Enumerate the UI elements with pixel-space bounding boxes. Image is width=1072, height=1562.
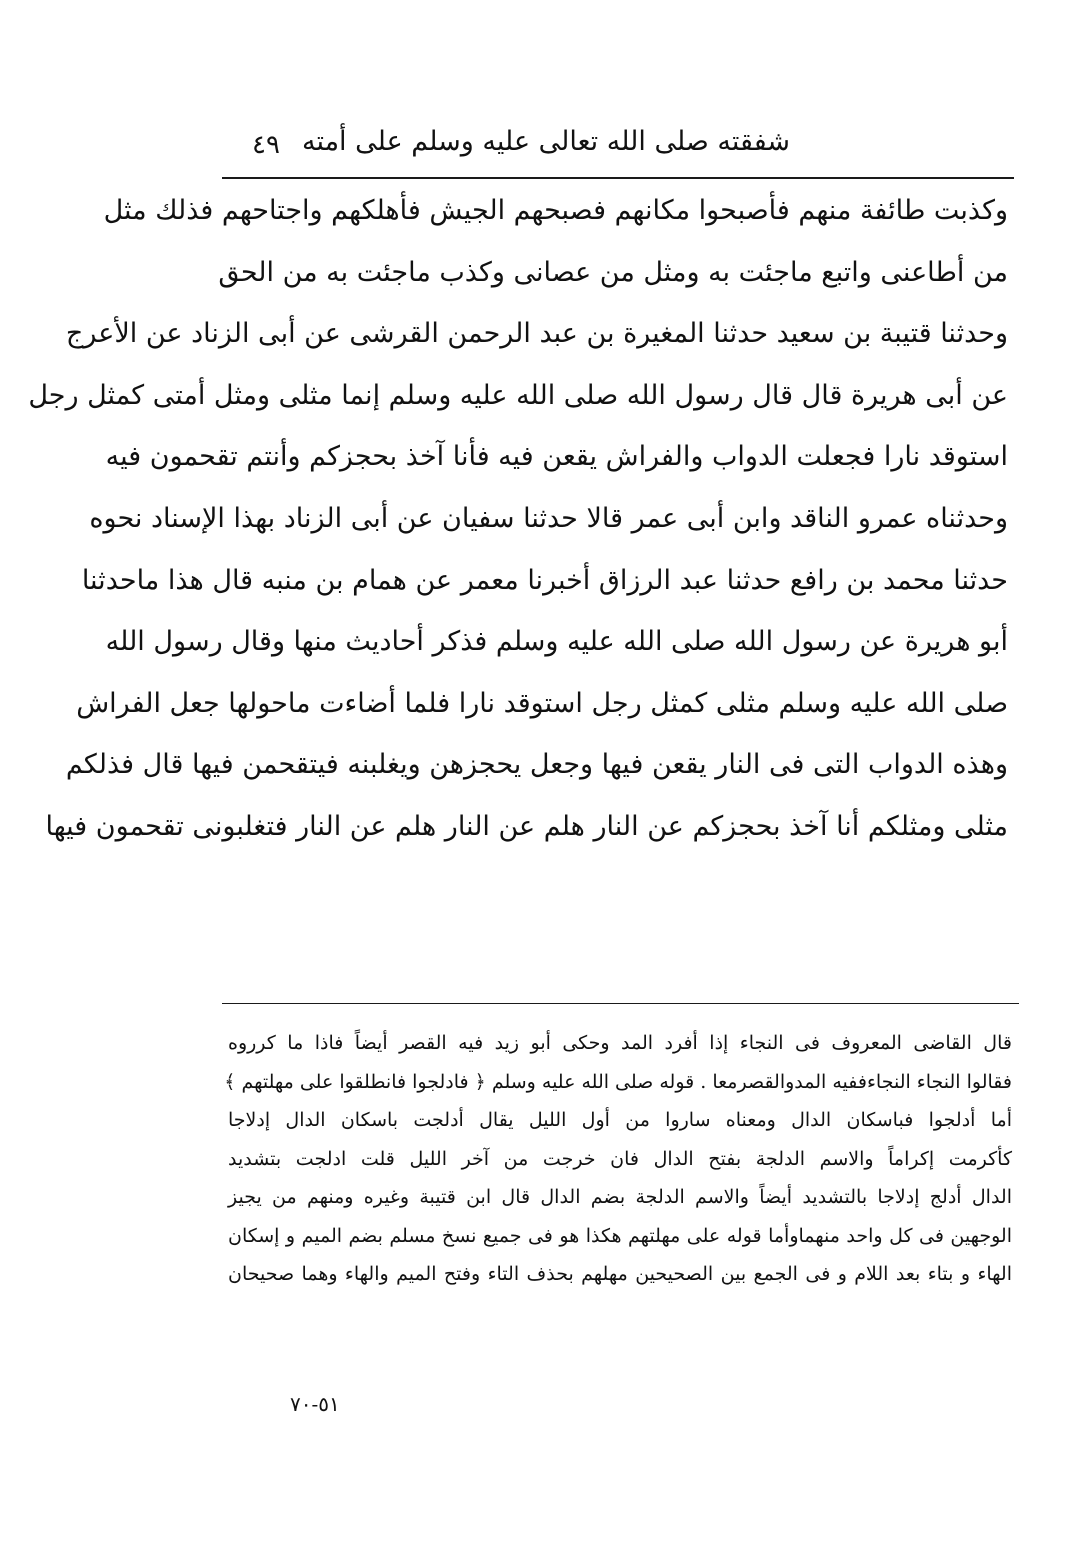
text-line: وحدثنا قتيبة بن سعيد حدثنا المغيرة بن عبد الرحمن القرشى عن أبى الزناد عن الأعرج	[65, 318, 1008, 350]
header-rule	[222, 177, 1014, 179]
page-header	[230, 126, 790, 172]
text-line: استوقد نارا فجعلت الدواب والفراش يقعن فيه فأنا آخذ بحجزكم وأنتم تقحمون فيه	[105, 441, 1008, 473]
note-line: الهاء و بتاء بعد اللام و فى الجمع بين الصحيحين مهلهم بحذف التاء وفتح الميم والهاء وهما صحيحان	[228, 1263, 1012, 1285]
notes-divider	[222, 1003, 1019, 1004]
text-line: وكذبت طائفة منهم فأصبحوا مكانهم فصبحهم الجيش فأهلكهم واجتاحهم فذلك مثل	[103, 195, 1008, 226]
note-line: الوجهين فى كل واحد منهماوأما قوله على مهلتهم هكذا هو فى جميع نسخ مسلم بضم الميم و إسكان	[228, 1224, 1012, 1247]
text-line: عن أبى هريرة قال قال رسول الله صلى الله عليه وسلم إنما مثلى ومثل أمتى كمثل رجل	[28, 379, 1008, 411]
note-line: أما أدلجوا فباسكان الدال ومعناه ساروا من أول الليل يقال أدلجت باسكان الدال إدلاجا	[228, 1109, 1012, 1131]
text-line: مثلى ومثلكم أنا آخذ بحجزكم عن النار هلم عن النار هلم عن النار فتغلبونى تقحمون فيها	[45, 810, 1008, 842]
text-line: وهذه الدواب التى فى النار يقعن فيها وجعل يحجزهن ويغلبنه فيتقحمن فيها قال فذلكم	[65, 749, 1008, 781]
text-line: حدثنا محمد بن رافع حدثنا عبد الرزاق أخبرنا معمر عن همام بن منبه قال هذا ماحدثنا	[81, 564, 1008, 596]
note-line: كأكرمت إكراماً والاسم الدلجة بفتح الدال فان خرجت من آخر الليل قلت ادلجت بتشديد	[228, 1147, 1012, 1170]
note-line: فقالوا النجاء النجاءففيه المدوالقصرمعا . قوله صلى الله عليه وسلم ﴿ فادلجوا فانطلقوا على مهلتهم ﴾	[224, 1070, 1012, 1093]
text-line: وحدثناه عمرو الناقد وابن أبى عمر قالا حدثنا سفيان عن أبى الزناد بهذا الإسناد نحوه	[89, 502, 1008, 534]
hadith-text	[28, 180, 1008, 858]
note-line: قال القاضى المعروف فى النجاء إذا أفرد المد وحكى أبو زيد فيه القصر أيضاً فاذا ما كرروه	[228, 1032, 1012, 1054]
signature-mark: ٥١-٧٠	[290, 1392, 340, 1416]
note-line: الدال أدلج إدلاجا بالتشديد أيضاً والاسم الدلجة بضم الدال قال ابن قتيبة وغيره ومنهم من يجيز	[228, 1186, 1012, 1208]
text-line: صلى الله عليه وسلم مثلى كمثل رجل استوقد نارا فلما أضاءت ماحولها جعل الفراش	[76, 687, 1008, 719]
running-title: شفقته صلى الله تعالى عليه وسلم على أمته	[301, 126, 790, 157]
text-line: أبو هريرة عن رسول الله صلى الله عليه وسلم فذكر أحاديث منها وقال رسول الله	[105, 626, 1008, 658]
commentary-notes	[224, 1024, 1012, 1294]
text-line: من أطاعنى واتبع ماجئت به ومثل من عصانى وكذب ماجئت به من الحق	[218, 256, 1008, 288]
page-number: ٤٩	[252, 130, 280, 160]
